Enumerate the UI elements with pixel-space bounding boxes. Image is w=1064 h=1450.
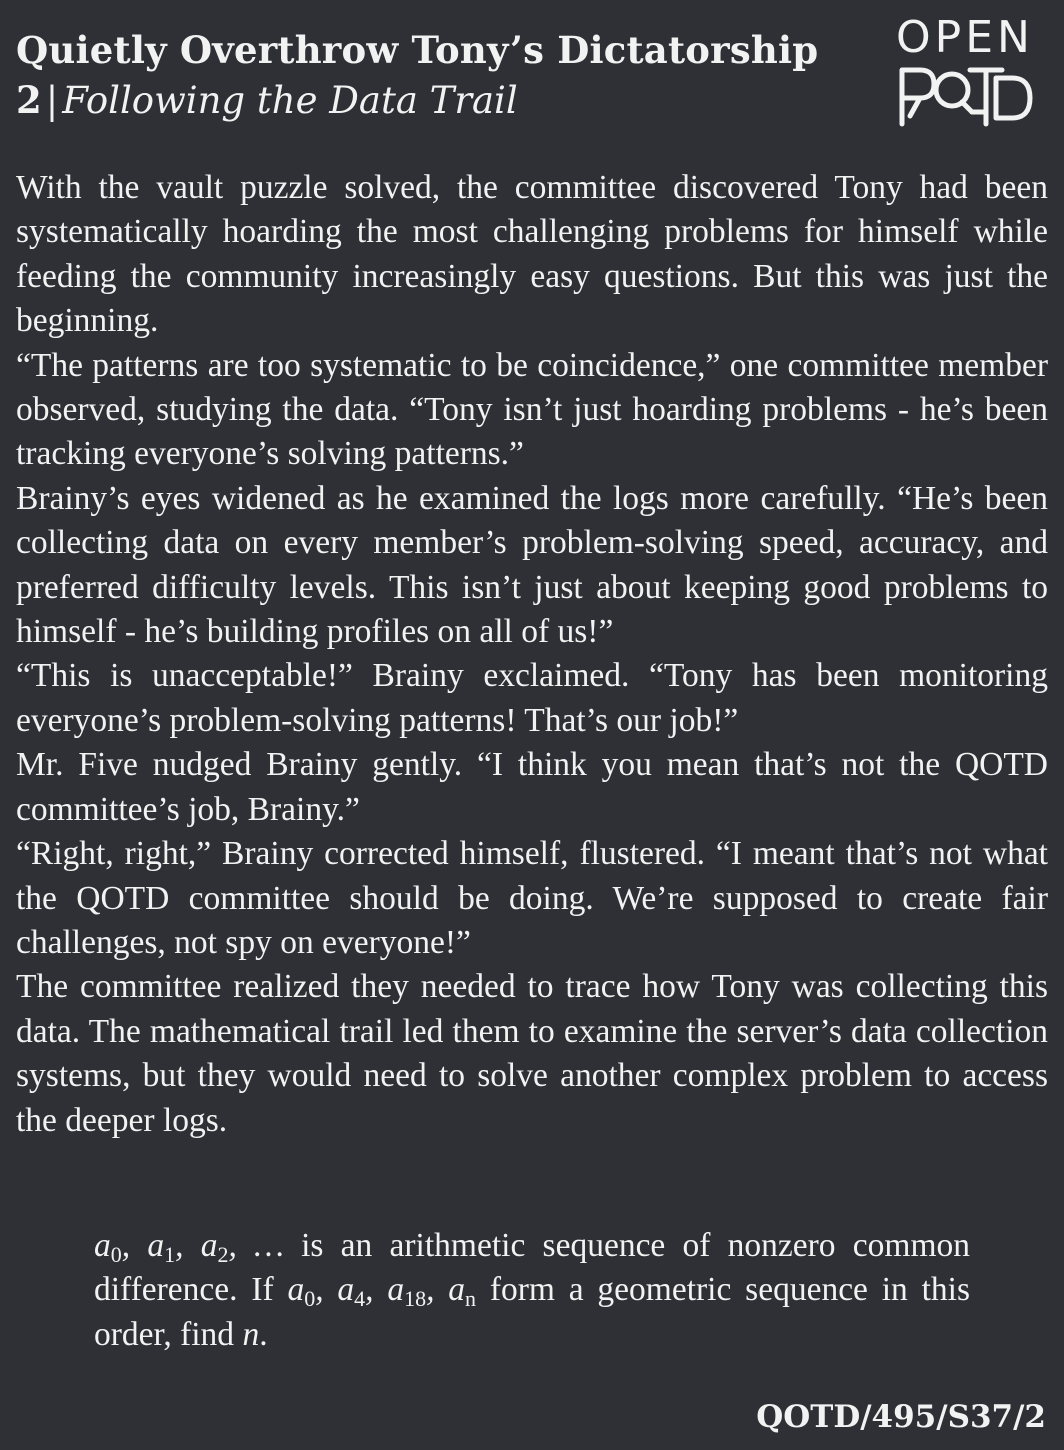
problem-text-2: form a geometric sequence in this order, find (94, 1271, 971, 1353)
page-title: Quietly Overthrow Tony’s Dictatorship (16, 28, 819, 72)
story-paragraph: “The patterns are too systematic to be coincidence,” one committee member observed, studying the data. “Tony isn’t just hoarding problems - he’s been tracking everyone’s solving patterns.” (16, 346, 1048, 473)
part-number: 2 (16, 78, 42, 122)
story-paragraph: The committee realized they needed to trace how Tony was collecting this data. The mathematical trail led them to examine the server’s data collection systems, but they would need to solve another complex problem to access the deeper logs. (16, 968, 1048, 1139)
story-text (16, 166, 1048, 1143)
problem-statement (94, 1224, 970, 1357)
math-terms: $a_0$, $a_4$, $a_{18}$, $a_n$ (287, 1271, 477, 1312)
story-paragraph: “This is unacceptable!” Brainy exclaimed. “Tony has been monitoring everyone’s problem-solving patterns! That’s our job!” (16, 657, 1048, 739)
problem-text-1: is an arithmetic sequence of nonzero common difference. If (94, 1227, 971, 1309)
header (16, 28, 896, 123)
story-paragraph: Mr. Five nudged Brainy gently. “I think you mean that’s not the QOTD committee’s job, Brainy.” (16, 746, 1048, 828)
story-paragraph: “Right, right,” Brainy corrected himself, flustered. “I meant that’s not what the QOTD committee should be doing. We’re supposed to create fair challenges, not spy on everyone!” (16, 835, 1048, 961)
question-id: QOTD/495/S37/2 (756, 1399, 1046, 1435)
page-subtitle (16, 78, 896, 123)
story-paragraph: With the vault puzzle solved, the committee discovered Tony had been systematically hoarding the most challenging problems for himself while feeding the community increasingly easy questions. But this was just the beginning. (16, 169, 1048, 340)
logo-text-qotd: QOTD (965, 130, 969, 131)
math-sequence: $a_0$, $a_1$, $a_2$, … (94, 1227, 284, 1267)
math-variable-n: n (242, 1315, 260, 1353)
problem-period: . (259, 1315, 268, 1353)
chapter-title: Following the Data Trail (62, 79, 518, 122)
subtitle-separator: | (45, 79, 59, 122)
logo-text-open: OPEN (896, 12, 1034, 63)
logo-qotd-mark (902, 70, 1030, 124)
story-paragraph: Brainy’s eyes widened as he examined the logs more carefully. “He’s been collecting data on every member’s problem-solving speed, accuracy, and preferred difficulty levels. This isn’t just about keeping good problems to himself - he’s building profiles on all of us!” (16, 479, 1048, 651)
open-qotd-logo (890, 12, 1040, 132)
